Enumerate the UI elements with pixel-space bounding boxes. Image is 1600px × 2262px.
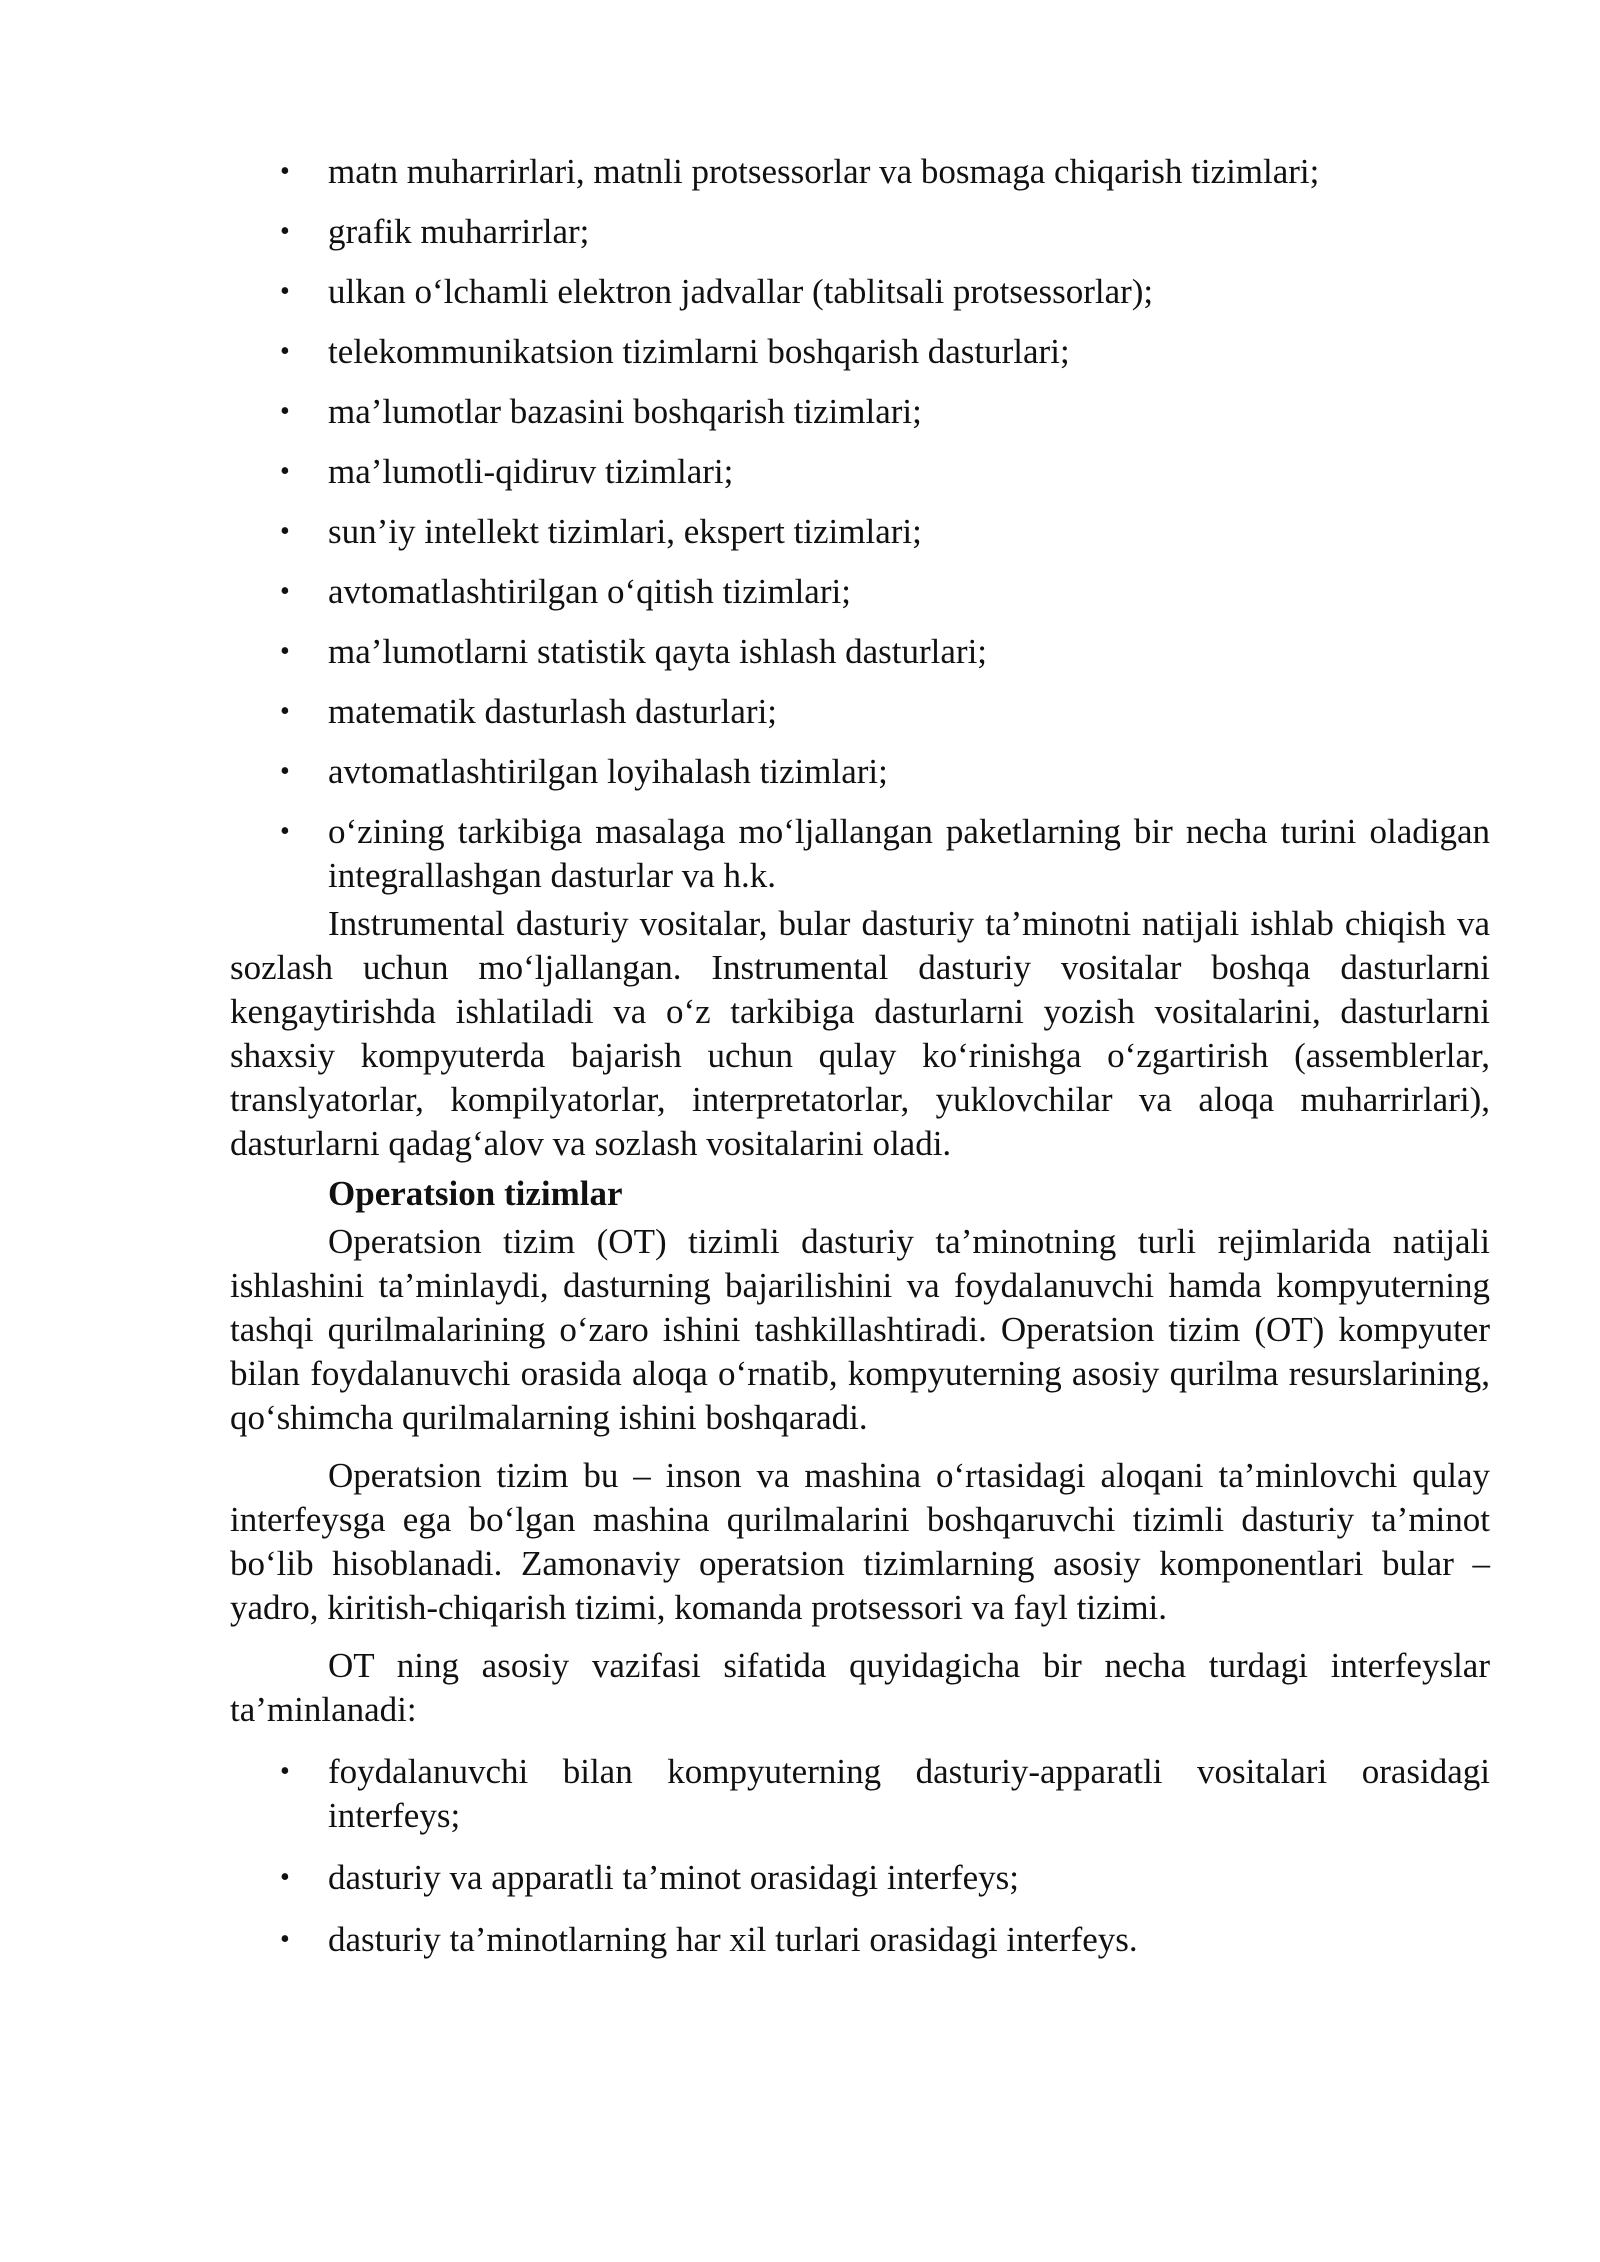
- bullet-icon: •: [280, 1924, 290, 1955]
- list-item-text: dasturiy va apparatli ta’minot orasidagi interfeys;: [328, 1858, 1020, 1897]
- list-item: [230, 210, 1490, 254]
- list-item: [230, 450, 1490, 494]
- list-item: [230, 1918, 1490, 1962]
- list-item-text: ulkan o‘lchamli elektron jadvallar (tablitsali protsessorlar);: [328, 272, 1154, 311]
- document-page: [230, 150, 1490, 1980]
- list-item: [230, 1856, 1490, 1900]
- bullet-icon: •: [280, 516, 290, 547]
- bullet-icon: •: [280, 456, 290, 487]
- list-item-text: foydalanuvchi bilan kompyuterning dasturiy-apparatli vositalari orasidagi interfeys;: [328, 1752, 1490, 1835]
- bullet-icon: •: [280, 756, 290, 787]
- list-item-text: matematik dasturlash dasturlari;: [328, 692, 778, 731]
- bullet-icon: •: [280, 696, 290, 727]
- software-types-list: [230, 150, 1490, 898]
- bullet-icon: •: [280, 396, 290, 427]
- list-item: [230, 150, 1490, 194]
- section-heading: Operatsion tizimlar: [328, 1174, 623, 1213]
- bullet-icon: •: [280, 1756, 290, 1787]
- bullet-icon: •: [280, 816, 290, 847]
- interfaces-list: [230, 1750, 1490, 1962]
- bullet-icon: •: [280, 636, 290, 667]
- list-item-text: avtomatlashtirilgan loyihalash tizimlari;: [328, 752, 888, 791]
- list-item: [230, 270, 1490, 314]
- list-item: [230, 750, 1490, 794]
- list-item: [230, 390, 1490, 434]
- bullet-icon: •: [280, 336, 290, 367]
- list-item: [230, 570, 1490, 614]
- paragraph-instrumental: Instrumental dasturiy vositalar, bular dasturiy ta’minotni natijali ishlab chiqish va sozlash uchun mo‘ljallangan. Instrumental dasturiy vositalar boshqa dasturlarni kengaytirishda ishlatiladi va o‘z tarkibiga dasturlarni yozish vositalarini, dasturlarni shaxsiy kompyuterda bajarish uchun qulay ko‘rinishga o‘zgartirish (assemblerlar, translyatorlar, kompilyatorlar, interpretatorlar, yuklovchilar va aloqa muharrirlari), dasturlarni qadag‘alov va sozlash vositalarini oladi.: [230, 904, 1490, 1163]
- list-item: [230, 510, 1490, 554]
- list-item-text: ma’lumotlarni statistik qayta ishlash dasturlari;: [328, 632, 988, 671]
- paragraph-ot-definition: Operatsion tizim (OT) tizimli dasturiy ta’minotning turli rejimlarida natijali ishlashini ta’minlaydi, dasturning bajarilishini va foydalanuvchi hamda kompyuterning tashqi qurilmalarining o‘zaro ishini tashkillashtiradi. Operatsion tizim (OT) kompyuter bilan foydalanuvchi orasida aloqa o‘rnatib, kompyuterning asosiy qurilma resurslarining, qo‘shimcha qurilmalarning ishini boshqaradi.: [230, 1222, 1490, 1437]
- list-item-text: avtomatlashtirilgan o‘qitish tizimlari;: [328, 572, 851, 611]
- list-item: [230, 690, 1490, 734]
- list-item-text: ma’lumotlar bazasini boshqarish tizimlari;: [328, 392, 922, 431]
- list-item-text: dasturiy ta’minotlarning har xil turlari orasidagi interfeys.: [328, 1920, 1138, 1959]
- list-item: [230, 330, 1490, 374]
- bullet-icon: •: [280, 1862, 290, 1893]
- list-item-text: o‘zining tarkibiga masalaga mo‘ljallangan paketlarning bir necha turini oladigan integrallashgan dasturlar va h.k.: [328, 812, 1490, 895]
- list-item: [230, 630, 1490, 674]
- list-item-text: matn muharrirlari, matnli protsessorlar va bosmaga chiqarish tizimlari;: [328, 152, 1320, 191]
- list-item-text: ma’lumotli-qidiruv tizimlari;: [328, 452, 734, 491]
- paragraph-ot-tasks: OT ning asosiy vazifasi sifatida quyidagicha bir necha turdagi interfeyslar ta’minlanadi:: [230, 1646, 1490, 1729]
- paragraph-ot-interface: Operatsion tizim bu – inson va mashina o‘rtasidagi aloqani ta’minlovchi qulay interfeysga ega bo‘lgan mashina qurilmalarini boshqaruvchi tizimli dasturiy ta’minot bo‘lib hisoblanadi. Zamonaviy operatsion tizimlarning asosiy komponentlari bular – yadro, kiritish-chiqarish tizimi, komanda protsessori va fayl tizimi.: [230, 1456, 1490, 1627]
- list-item-text: telekommunikatsion tizimlarni boshqarish dasturlari;: [328, 332, 1070, 371]
- list-item-text: sun’iy intellekt tizimlari, ekspert tizimlari;: [328, 512, 922, 551]
- list-item: [230, 810, 1490, 898]
- list-item-text: grafik muharrirlar;: [328, 212, 590, 251]
- list-item: [230, 1750, 1490, 1838]
- bullet-icon: •: [280, 576, 290, 607]
- bullet-icon: •: [280, 216, 290, 247]
- bullet-icon: •: [280, 276, 290, 307]
- bullet-icon: •: [280, 156, 290, 187]
